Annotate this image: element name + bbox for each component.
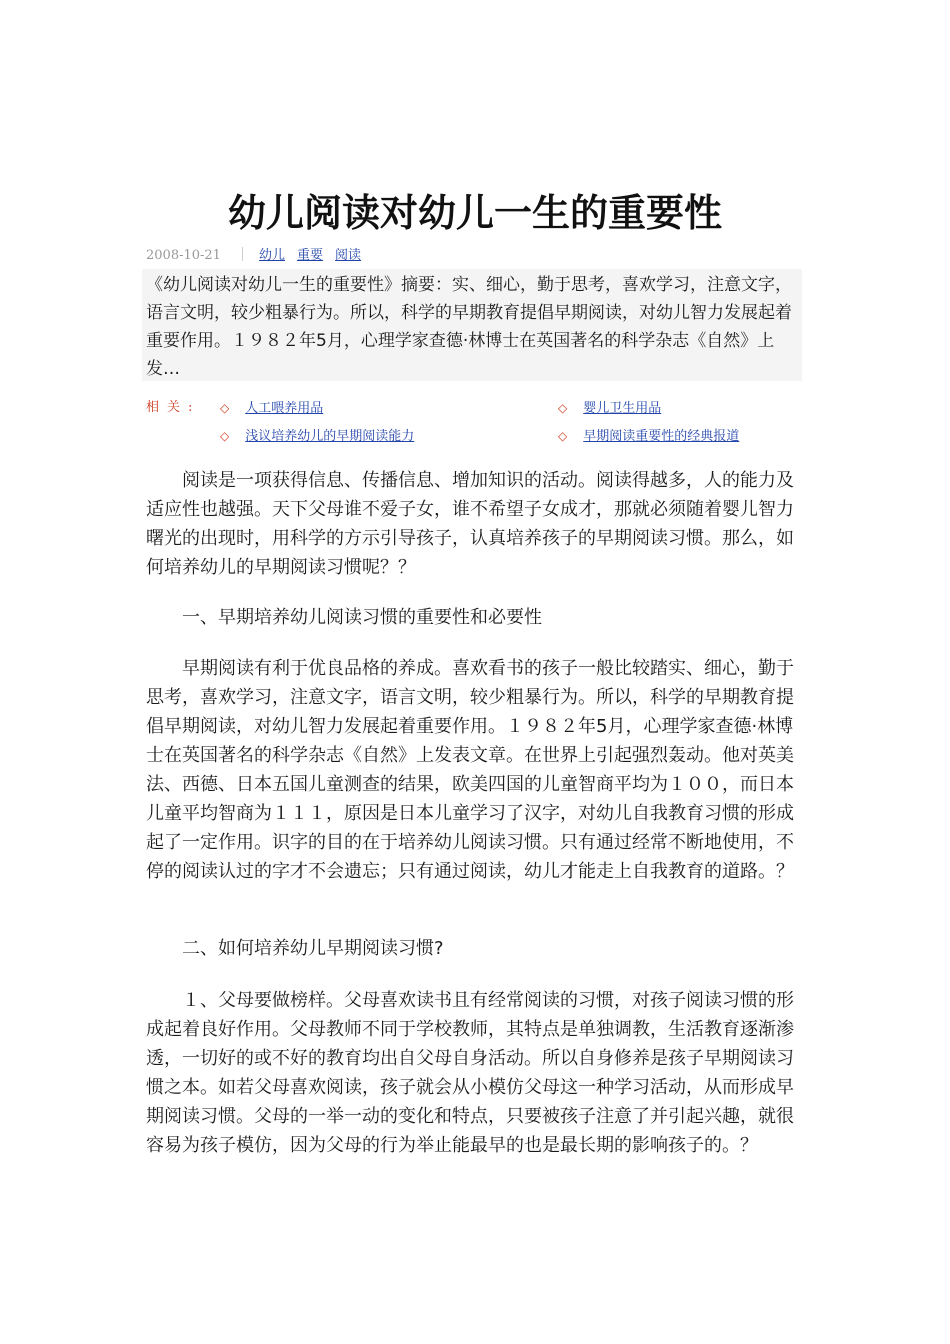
related-link-feeding[interactable]: 人工喂养用品 bbox=[245, 401, 324, 416]
related-item bbox=[558, 422, 739, 451]
body-paragraph-importance: 早期阅读有利于优良品格的养成。喜欢看书的孩子一般比较踏实、细心，勤于思考，喜欢学习，注意文字，语言文明，较少粗暴行为。所以，科学的早期教育提倡早期阅读，对幼儿智力发展起着重要作用。１９８２年5月，心理学家查德·林博士在英国著名的科学杂志《自然》上发表文章。在世界上引起强烈轰动。他对英美法、西德、日本五国儿童测查的结果，欧美四国的儿童智商平均为１００，而日本儿童平均智商为１１１，原因是日本儿童学习了汉字，对幼儿自我教育习惯的形成起了一定作用。识字的目的在于培养幼儿阅读习惯。只有通过经常不断地使用，不停的阅读认过的字才不会遗忘；只有通过阅读，幼儿才能走上自我教育的道路。？ bbox=[146, 658, 794, 882]
article-title: 幼儿阅读对幼儿一生的重要性 bbox=[227, 191, 722, 235]
section-heading-1: 一、早期培养幼儿阅读习惯的重要性和必要性 bbox=[182, 607, 542, 628]
tag-link-zhongyao[interactable]: 重要 bbox=[297, 248, 324, 263]
diamond-bullet-icon: ◇ bbox=[558, 401, 568, 415]
publish-date: 2008-10-21 bbox=[146, 248, 221, 263]
tag-link-yuedu[interactable]: 阅读 bbox=[335, 248, 362, 263]
article-summary: 《幼儿阅读对幼儿一生的重要性》摘要：实、细心，勤于思考，喜欢学习，注意文字，语言文明，较少粗暴行为。所以，科学的早期教育提倡早期阅读，对幼儿智力发展起着重要作用。１９８２年5月，心理学家查德·林博士在英国著名的科学杂志《自然》上发… bbox=[142, 269, 802, 381]
related-item bbox=[558, 394, 661, 423]
diamond-bullet-icon: ◇ bbox=[220, 401, 230, 415]
related-item bbox=[220, 422, 414, 451]
related-item bbox=[220, 394, 323, 423]
related-label: 相关: bbox=[146, 400, 201, 415]
section-heading-2: 二、如何培养幼儿早期阅读习惯? bbox=[182, 938, 444, 959]
article-meta bbox=[146, 246, 373, 266]
tag-link-youer[interactable]: 幼儿 bbox=[259, 248, 286, 263]
diamond-bullet-icon: ◇ bbox=[558, 429, 568, 443]
related-link-reading-ability[interactable]: 浅议培养幼儿的早期阅读能力 bbox=[245, 429, 415, 444]
related-link-hygiene[interactable]: 婴儿卫生用品 bbox=[583, 401, 662, 416]
body-paragraph-parents: １、父母要做榜样。父母喜欢读书且有经常阅读的习惯，对孩子阅读习惯的形成起着良好作用。父母教师不同于学校教师，其特点是单独调教，生活教育逐渐渗透，一切好的或不好的教育均出自父母自身活动。所以自身修养是孩子早期阅读习惯之本。如若父母喜欢阅读，孩子就会从小模仿父母这一种学习活动，从而形成早期阅读习惯。父母的一举一动的变化和特点，只要被孩子注意了并引起兴趣，就很容易为孩子模仿，因为父母的行为举止能最早的也是最长期的影响孩子的。？ bbox=[146, 990, 794, 1156]
diamond-bullet-icon: ◇ bbox=[220, 429, 230, 443]
meta-divider bbox=[242, 247, 243, 261]
related-link-classic-report[interactable]: 早期阅读重要性的经典报道 bbox=[583, 429, 740, 444]
body-paragraph-intro: 阅读是一项获得信息、传播信息、增加知识的活动。阅读得越多，人的能力及适应性也越强。天下父母谁不爱子女，谁不希望子女成才，那就必须随着婴儿智力曙光的出现时，用科学的方示引导孩子，认真培养孩子的早期阅读习惯。那么，如何培养幼儿的早期阅读习惯呢？？ bbox=[146, 470, 794, 578]
